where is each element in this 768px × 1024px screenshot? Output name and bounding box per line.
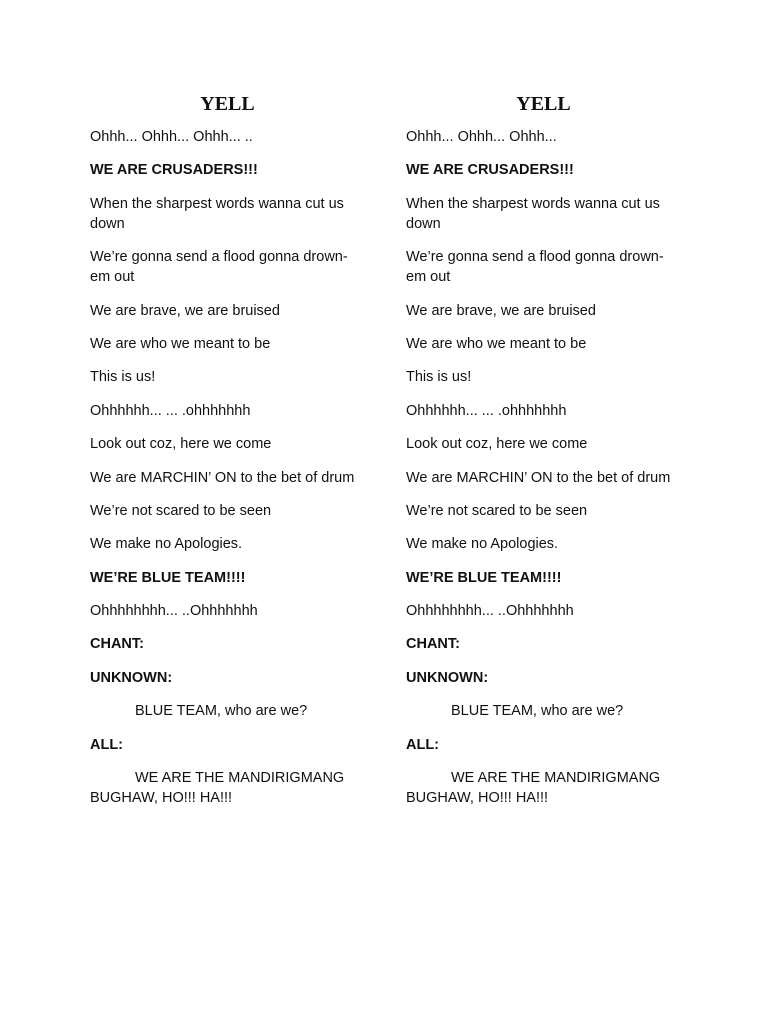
- lyric-line: WE’RE BLUE TEAM!!!!: [90, 569, 246, 586]
- lyric-line: We are MARCHIN’ ON to the bet of drum: [90, 469, 355, 486]
- lyric-line: We’re not scared to be seen: [90, 502, 272, 519]
- lyric-line: Ohhhhhh... ... .ohhhhhhh: [90, 402, 251, 419]
- lyric-line: WE ARE CRUSADERS!!!: [406, 162, 574, 179]
- lyric-line: Ohhhhhhhh... ..Ohhhhhhh: [406, 603, 574, 620]
- lyric-line: When the sharpest words wanna cut us down: [90, 195, 344, 232]
- lyric-line: WE ARE CRUSADERS!!!: [90, 162, 258, 179]
- lyric-line: Ohhhhhh... ... .ohhhhhhh: [406, 402, 567, 419]
- lyric-line: We make no Apologies.: [90, 536, 243, 553]
- lyric-line: We’re gonna send a flood gonna drown-em out: [406, 249, 664, 286]
- column-title: YELL: [516, 93, 571, 115]
- lyric-line: CHANT:: [90, 636, 144, 653]
- yell-column-right: [406, 92, 681, 821]
- lyric-line: Ohhh... Ohhh... Ohhh...: [406, 129, 557, 145]
- lyric-line: UNKNOWN:: [406, 669, 489, 686]
- lyric-line: We make no Apologies.: [406, 536, 559, 553]
- lyric-line: We are MARCHIN’ ON to the bet of drum: [406, 469, 671, 486]
- lyric-line: Look out coz, here we come: [90, 436, 272, 453]
- column-title: YELL: [200, 93, 255, 115]
- lyrics-list: [406, 127, 681, 808]
- lyric-line: WE’RE BLUE TEAM!!!!: [406, 569, 562, 586]
- lyric-line: We are who we meant to be: [406, 335, 587, 352]
- lyric-line: We’re gonna send a flood gonna drown-em out: [90, 249, 348, 286]
- lyric-line: BLUE TEAM, who are we?: [135, 703, 308, 720]
- lyric-line: We are brave, we are bruised: [90, 302, 280, 319]
- lyric-line: Look out coz, here we come: [406, 436, 588, 453]
- lyric-line: ALL:: [406, 736, 440, 753]
- lyric-line: This is us!: [90, 369, 156, 386]
- lyric-line: WE ARE THE MANDIRIGMANG BUGHAW, HO!!! HA!!!: [90, 770, 345, 807]
- lyric-line: WE ARE THE MANDIRIGMANG BUGHAW, HO!!! HA!!!: [406, 770, 661, 807]
- lyric-line: We are who we meant to be: [90, 335, 271, 352]
- lyric-line: Ohhhhhhhh... ..Ohhhhhhh: [90, 603, 258, 620]
- lyric-line: We’re not scared to be seen: [406, 502, 588, 519]
- lyric-line: ALL:: [90, 736, 124, 753]
- yell-column-left: [90, 92, 365, 821]
- lyric-line: This is us!: [406, 369, 472, 386]
- lyric-line: When the sharpest words wanna cut us down: [406, 195, 660, 232]
- lyric-line: CHANT:: [406, 636, 460, 653]
- lyrics-list: [90, 127, 365, 808]
- lyric-line: BLUE TEAM, who are we?: [451, 703, 624, 720]
- lyric-line: Ohhh... Ohhh... Ohhh... ..: [90, 129, 253, 145]
- lyric-line: We are brave, we are bruised: [406, 302, 596, 319]
- lyric-line: UNKNOWN:: [90, 669, 173, 686]
